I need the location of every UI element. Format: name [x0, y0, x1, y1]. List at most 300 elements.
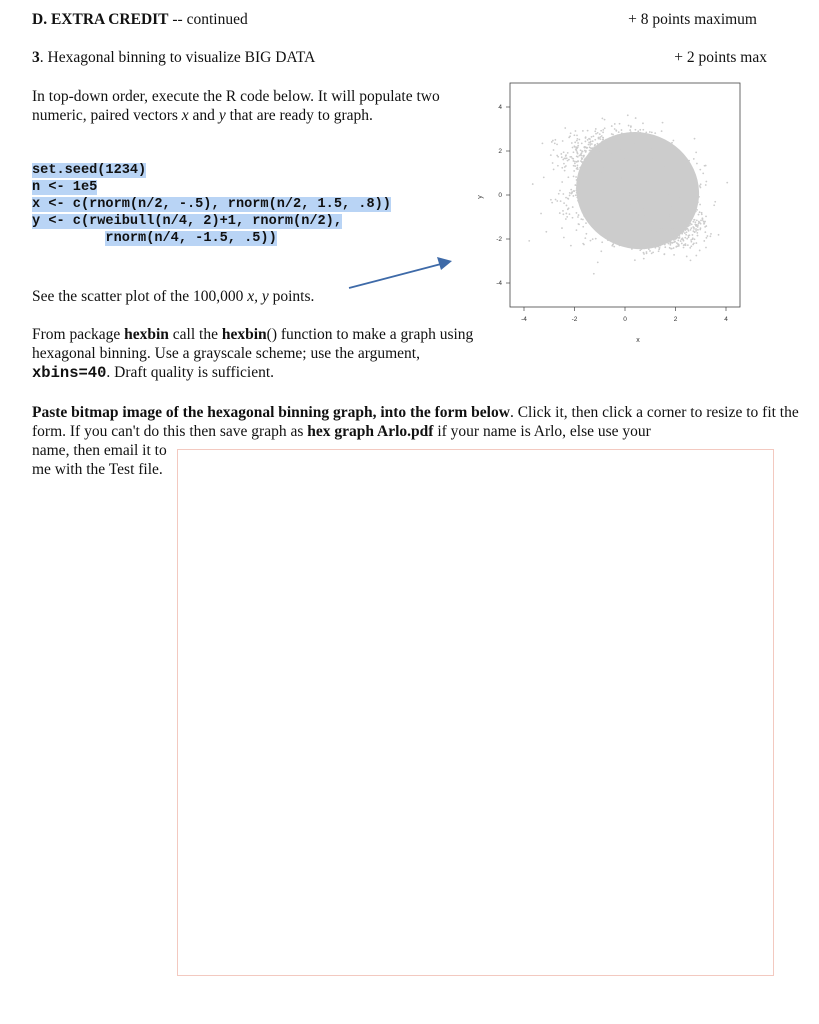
scatter-point — [645, 162, 647, 164]
code-line-5-indent — [32, 231, 105, 246]
scatter-point — [604, 173, 606, 175]
scatter-point — [635, 191, 637, 193]
scatter-point — [604, 202, 606, 204]
scatter-point — [650, 188, 652, 190]
scatter-point — [639, 155, 641, 157]
scatter-point — [614, 147, 616, 149]
scatter-point — [677, 218, 679, 220]
scatter-point — [691, 216, 693, 218]
scatter-point — [681, 238, 683, 240]
scatter-point — [646, 149, 648, 151]
scatter-point — [600, 211, 602, 213]
scatter-point — [652, 190, 654, 192]
scatter-point — [664, 175, 666, 177]
scatter-point — [699, 204, 701, 206]
scatter-point — [690, 196, 692, 198]
scatter-point — [603, 180, 605, 182]
scatter-point — [624, 212, 626, 214]
scatter-point — [666, 145, 668, 147]
scatter-point — [662, 230, 664, 232]
scatter-point — [606, 217, 608, 219]
scatter-point — [696, 225, 698, 227]
scatter-point — [692, 209, 694, 211]
scatter-point — [644, 213, 646, 215]
scatter-point — [634, 212, 636, 214]
scatter-point — [620, 179, 622, 181]
scatter-point — [623, 140, 625, 142]
scatter-point — [625, 158, 627, 160]
paste-instructions-continued: name, then email it to me with the Test file. — [32, 442, 167, 478]
scatter-point — [597, 148, 599, 150]
scatter-point — [667, 208, 669, 210]
paste-instructions — [32, 403, 802, 441]
scatter-point — [563, 237, 565, 239]
intro-x: x — [181, 107, 189, 124]
scatter-point — [590, 141, 592, 143]
code-line-1 — [32, 162, 391, 179]
scatter-point — [630, 135, 632, 137]
scatter-point — [589, 144, 591, 146]
scatter-point — [640, 182, 642, 184]
scatter-point — [661, 178, 663, 180]
scatter-point — [637, 143, 639, 145]
scatter-point — [582, 151, 584, 153]
scatter-point — [659, 227, 661, 229]
scatter-point — [639, 166, 641, 168]
scatter-point — [595, 238, 597, 240]
scatter-point — [644, 232, 646, 234]
scatter-point — [646, 174, 648, 176]
scatter-point — [645, 204, 647, 206]
scatter-point — [677, 225, 679, 227]
scatter-point — [636, 161, 638, 163]
scatter-point — [663, 171, 665, 173]
scatter-point — [585, 151, 587, 153]
scatter-point — [704, 165, 706, 167]
scatter-point — [650, 168, 652, 170]
scatter-point — [703, 221, 705, 223]
image-paste-form[interactable] — [177, 449, 774, 976]
scatter-point — [607, 192, 609, 194]
scatter-point — [661, 191, 663, 193]
scatter-point — [654, 214, 656, 216]
scatter-point — [689, 203, 691, 205]
scatter-point — [619, 142, 621, 144]
scatter-point — [634, 202, 636, 204]
scatter-point — [599, 171, 601, 173]
r-code-block[interactable] — [32, 162, 391, 247]
scatter-point — [633, 200, 635, 202]
scatter-point — [592, 147, 594, 149]
scatter-point — [647, 218, 649, 220]
scatter-point — [662, 206, 664, 208]
scatter-point — [658, 186, 660, 188]
scatter-point — [625, 133, 627, 135]
scatter-point — [691, 224, 693, 226]
scatter-point — [608, 188, 610, 190]
paste-filename: hex graph Arlo.pdf — [307, 423, 434, 440]
scatter-point — [642, 141, 644, 143]
scatter-point — [688, 197, 690, 199]
scatter-point — [637, 225, 639, 227]
scatter-point — [612, 173, 614, 175]
scatter-point — [610, 188, 612, 190]
scatter-point — [630, 225, 632, 227]
scatter-point — [668, 200, 670, 202]
scatter-point — [678, 207, 680, 209]
scatter-point — [602, 129, 604, 131]
scatter-point — [615, 188, 617, 190]
scatter-point — [622, 179, 624, 181]
scatter-point — [632, 182, 634, 184]
scatter-point — [647, 220, 649, 222]
scatter-point — [625, 154, 627, 156]
scatter-point — [655, 195, 657, 197]
scatter-point — [650, 213, 652, 215]
scatter-point — [603, 185, 605, 187]
scatter-point — [681, 243, 683, 245]
scatter-point — [699, 222, 701, 224]
scatter-point — [623, 227, 625, 229]
scatter-point — [614, 214, 616, 216]
scatter-point — [588, 162, 590, 164]
scatter-point — [653, 186, 655, 188]
scatter-point — [532, 183, 534, 185]
scatter-point — [628, 158, 630, 160]
scatter-point — [597, 261, 599, 263]
scatter-point — [666, 161, 668, 163]
scatter-point — [654, 220, 656, 222]
scatter-point — [621, 230, 623, 232]
scatter-point — [683, 173, 685, 175]
scatter-point — [685, 223, 687, 225]
scatter-point — [664, 246, 666, 248]
scatter-point — [614, 175, 616, 177]
scatter-point — [618, 192, 620, 194]
scatter-point — [681, 204, 683, 206]
scatter-point — [641, 199, 643, 201]
scatter-point — [643, 177, 645, 179]
scatter-point — [599, 222, 601, 224]
scatter-point — [609, 210, 611, 212]
scatter-point — [674, 228, 676, 230]
scatter-point — [679, 167, 681, 169]
scatter-point — [653, 241, 655, 243]
scatter-point — [542, 142, 544, 144]
section-title: D. EXTRA CREDIT — [32, 11, 169, 28]
y-tick-label: 2 — [498, 148, 502, 155]
scatter-point — [678, 202, 680, 204]
scatter-point — [687, 168, 689, 170]
scatter-point — [699, 169, 701, 171]
scatter-point — [676, 187, 678, 189]
scatter-point — [672, 148, 674, 150]
scatter-point — [594, 182, 596, 184]
scatter-point — [624, 182, 626, 184]
scatter-point — [682, 239, 684, 241]
scatter-point — [693, 158, 695, 160]
scatter-point — [644, 155, 646, 157]
scatter-point — [647, 209, 649, 211]
scatter-point — [619, 144, 621, 146]
scatter-point — [656, 202, 658, 204]
scatter-point — [556, 200, 558, 202]
scatter-point — [637, 130, 639, 132]
scatter-point — [688, 187, 690, 189]
scatter-point — [594, 196, 596, 198]
scatter-point — [570, 132, 572, 134]
scatter-point — [668, 243, 670, 245]
scatter-point — [614, 195, 616, 197]
scatter-point — [598, 225, 600, 227]
scatter-point — [645, 217, 647, 219]
scatter-point — [628, 209, 630, 211]
scatter-point — [669, 222, 671, 224]
scatter-point — [628, 166, 630, 168]
scatter-point — [624, 178, 626, 180]
scatter-point — [608, 182, 610, 184]
scatter-point — [614, 161, 616, 163]
scatter-point — [667, 158, 669, 160]
scatter-point — [679, 165, 681, 167]
scatter-point — [669, 247, 671, 249]
scatter-point — [592, 180, 594, 182]
scatter-point — [634, 197, 636, 199]
scatter-point — [684, 170, 686, 172]
scatter-point — [619, 238, 621, 240]
scatter-point — [586, 167, 588, 169]
scatter-point — [603, 208, 605, 210]
scatter-point — [594, 158, 596, 160]
scatter-point — [699, 250, 701, 252]
scatter-point — [622, 209, 624, 211]
scatter-point — [657, 224, 659, 226]
scatter-point — [651, 154, 653, 156]
scatter-point — [631, 248, 633, 250]
y-tick-label: 0 — [498, 192, 502, 199]
scatter-point — [592, 149, 594, 151]
scatter-point — [692, 238, 694, 240]
scatter-point — [683, 223, 685, 225]
scatter-point — [678, 234, 680, 236]
scatter-point — [714, 201, 716, 203]
scatter-point — [640, 175, 642, 177]
scatter-point — [657, 149, 659, 151]
scatter-point — [605, 206, 607, 208]
scatter-point — [681, 166, 683, 168]
arrow-icon — [345, 255, 460, 295]
scatter-point — [674, 160, 676, 162]
scatter-point — [646, 251, 648, 253]
scatter-point — [627, 225, 629, 227]
scatter-point — [600, 164, 602, 166]
scatter-point — [628, 135, 630, 137]
scatter-point — [690, 245, 692, 247]
scatter-point — [572, 147, 574, 149]
scatter-point — [604, 189, 606, 191]
scatter-point — [590, 240, 592, 242]
scatter-point — [695, 255, 697, 257]
scatter-point — [659, 220, 661, 222]
scatter-point — [616, 167, 618, 169]
scatter-point — [631, 196, 633, 198]
scatter-point — [605, 162, 607, 164]
scatter-point — [677, 165, 679, 167]
scatter-point — [555, 199, 557, 201]
scatter-point — [634, 205, 636, 207]
scatter-point — [646, 187, 648, 189]
scatter-point — [609, 163, 611, 165]
scatter-point — [650, 220, 652, 222]
scatter-point — [638, 205, 640, 207]
scatter-point — [645, 145, 647, 147]
scatter-point — [635, 139, 637, 141]
scatter-point — [563, 163, 565, 165]
scatter-point — [617, 155, 619, 157]
scatter-point — [663, 201, 665, 203]
scatter-point — [638, 202, 640, 204]
scatter-point — [642, 216, 644, 218]
scatter-point — [643, 233, 645, 235]
scatter-point — [645, 237, 647, 239]
scatter-point — [594, 191, 596, 193]
scatter-point — [642, 183, 644, 185]
scatter-point — [617, 171, 619, 173]
scatter-point — [651, 232, 653, 234]
scatter-point — [607, 186, 609, 188]
scatter-point — [637, 181, 639, 183]
scatter-point — [575, 176, 577, 178]
scatter-point — [662, 238, 664, 240]
scatter-point — [595, 162, 597, 164]
scatter-point — [576, 151, 578, 153]
scatter-point — [664, 178, 666, 180]
scatter-point — [604, 160, 606, 162]
scatter-point — [634, 246, 636, 248]
scatter-point — [686, 181, 688, 183]
scatter-point — [689, 213, 691, 215]
scatter-point — [569, 192, 571, 194]
scatter-point — [665, 165, 667, 167]
scatter-point — [642, 159, 644, 161]
scatter-point — [627, 230, 629, 232]
scatter-point — [651, 245, 653, 247]
scatter-point — [705, 184, 707, 186]
scatter-point — [628, 147, 630, 149]
scatter-point — [630, 237, 632, 239]
scatter-point — [677, 211, 679, 213]
scatter-point — [596, 154, 598, 156]
scatter-point — [603, 166, 605, 168]
hexbin-function: hexbin — [221, 326, 267, 343]
scatter-point — [647, 181, 649, 183]
scatter-point — [676, 223, 678, 225]
scatter-point — [652, 181, 654, 183]
scatter-point — [623, 197, 625, 199]
scatter-point — [673, 194, 675, 196]
scatter-point — [640, 221, 642, 223]
scatter-point — [551, 141, 553, 143]
scatter-point — [606, 172, 608, 174]
scatter-point — [631, 158, 633, 160]
scatter-point — [683, 209, 685, 211]
intro-paragraph — [32, 87, 482, 125]
scatter-point — [672, 213, 674, 215]
scatter-point — [587, 187, 589, 189]
scatter-point — [581, 203, 583, 205]
scatter-point — [660, 198, 662, 200]
scatter-point — [528, 240, 530, 242]
scatter-point — [634, 240, 636, 242]
scatter-point — [587, 208, 589, 210]
scatter-point — [612, 183, 614, 185]
scatter-point — [634, 180, 636, 182]
scatter-point — [561, 181, 563, 183]
scatter-point — [593, 162, 595, 164]
scatter-point — [558, 193, 560, 195]
scatter-point — [685, 244, 687, 246]
scatter-point — [681, 225, 683, 227]
scatter-point — [576, 140, 578, 142]
scatter-point — [600, 130, 602, 132]
scatter-point — [607, 230, 609, 232]
scatter-point — [634, 159, 636, 161]
scatter-point — [600, 217, 602, 219]
scatter-point — [662, 122, 664, 124]
scatter-point — [646, 178, 648, 180]
scatter-point — [617, 161, 619, 163]
scatter-point — [627, 156, 629, 158]
scatter-point — [634, 155, 636, 157]
scatter-point — [680, 240, 682, 242]
scatter-point — [620, 171, 622, 173]
scatter-point — [611, 240, 613, 242]
x-tick-label: 0 — [623, 316, 627, 323]
scatter-point — [592, 140, 594, 142]
scatter-point — [608, 149, 610, 151]
scatter-point — [662, 223, 664, 225]
scatter-point — [662, 162, 664, 164]
scatter-point — [603, 225, 605, 227]
scatter-point — [664, 195, 666, 197]
scatter-point — [601, 176, 603, 178]
scatter-point — [646, 201, 648, 203]
scatter-point — [671, 172, 673, 174]
scatter-point — [666, 163, 668, 165]
scatter-point — [551, 202, 553, 204]
scatter-point — [639, 244, 641, 246]
scatter-point — [666, 174, 668, 176]
scatter-point — [652, 237, 654, 239]
scatter-plot — [470, 75, 780, 350]
scatter-point — [642, 145, 644, 147]
scatter-point — [605, 228, 607, 230]
scatter-point — [653, 163, 655, 165]
x-tick-label: -2 — [571, 316, 578, 323]
scatter-point — [691, 181, 693, 183]
scatter-point — [600, 226, 602, 228]
scatter-point — [628, 145, 630, 147]
scatter-point — [625, 198, 627, 200]
scatter-point — [615, 228, 617, 230]
scatter-point — [641, 175, 643, 177]
scatter-point — [577, 160, 579, 162]
scatter-point — [554, 142, 556, 144]
scatter-point — [641, 151, 643, 153]
scatter-point — [699, 211, 701, 213]
scatter-point — [662, 212, 664, 214]
scatter-point — [578, 214, 580, 216]
